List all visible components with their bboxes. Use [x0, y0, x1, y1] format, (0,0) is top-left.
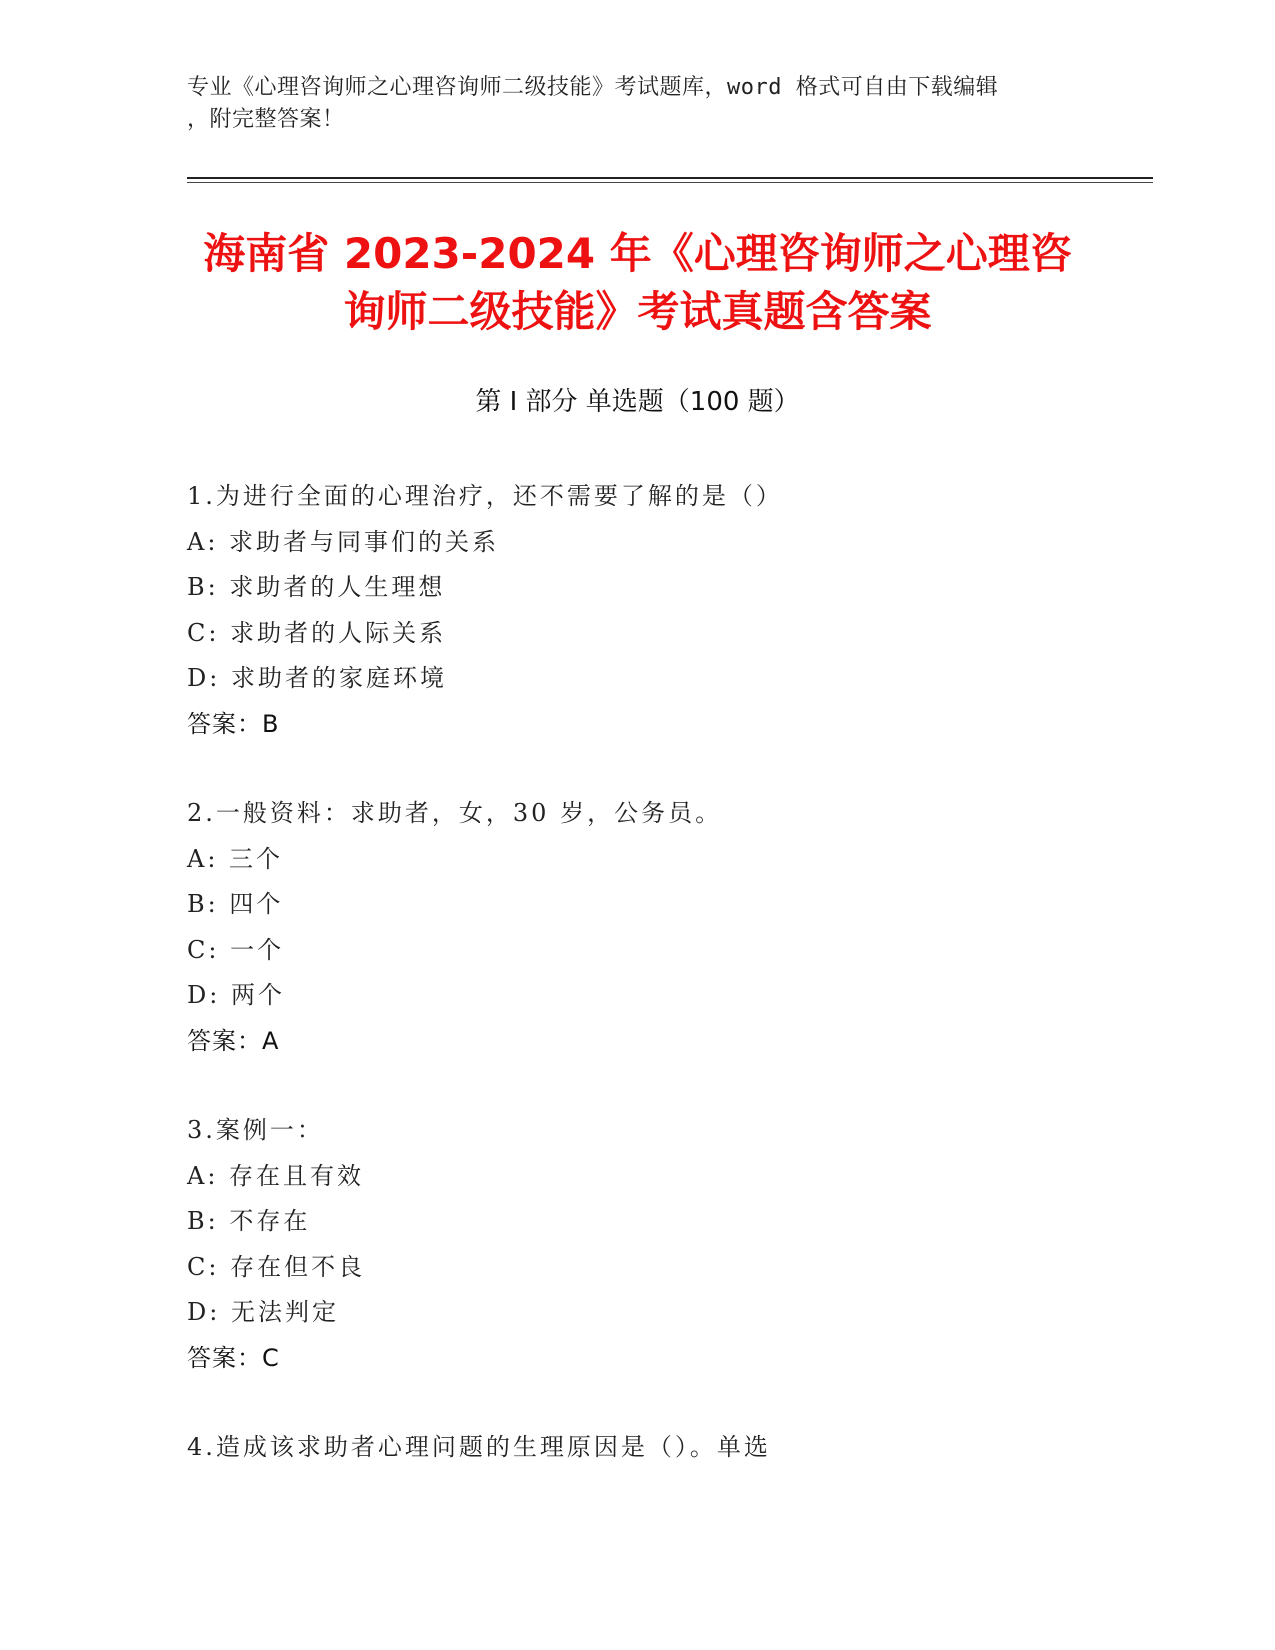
answer-text: 答案：C [187, 1343, 280, 1372]
answer-text: 答案：B [187, 709, 280, 738]
option-c: C: 求助者的人际关系 [187, 618, 447, 647]
option-a: A: 存在且有效 [187, 1161, 365, 1190]
option-d: D: 无法判定 [187, 1298, 339, 1326]
option-a: A: 三个 [187, 844, 284, 873]
header-note [187, 72, 1087, 136]
question-list [187, 474, 1147, 1515]
option-c: C: 存在但不良 [187, 1252, 366, 1281]
question-text: 4.造成该求助者心理问题的生理原因是（）。单选 [187, 1433, 771, 1461]
option-c: C: 一个 [187, 935, 285, 964]
document-title [150, 225, 1125, 341]
option-a: A: 求助者与同事们的关系 [187, 527, 500, 556]
section-title: 第 I 部分 单选题（100 题） [475, 387, 800, 417]
question-text: 2.一般资料：求助者，女，30 岁，公务员。 [187, 799, 723, 827]
option-b: B: 求助者的人生理想 [187, 573, 446, 601]
option-d: D: 求助者的家庭环境 [187, 664, 447, 692]
option-d: D: 两个 [187, 981, 285, 1009]
header-note-line-1: 专业《心理咨询师之心理咨询师二级技能》考试题库，word 格式可自由下载编辑 [187, 75, 999, 100]
document-title-line-1: 海南省 2023-2024 年《心理咨询师之心理咨 [203, 229, 1072, 278]
header-divider-thin [187, 182, 1153, 183]
question-block [187, 1425, 1147, 1471]
question-text: 1.为进行全面的心理治疗，还不需要了解的是（） [187, 482, 783, 510]
question-block [187, 474, 1147, 747]
header-note-line-2: ，附完整答案！ [187, 107, 345, 132]
option-b: B: 四个 [187, 890, 284, 918]
answer-text: 答案：A [187, 1026, 280, 1055]
option-b: B: 不存在 [187, 1207, 311, 1235]
question-block [187, 791, 1147, 1064]
header-divider-thick [187, 177, 1153, 179]
document-title-line-2: 询师二级技能》考试真题含答案 [343, 287, 932, 336]
question-text: 3.案例一： [187, 1116, 324, 1144]
question-block [187, 1108, 1147, 1381]
